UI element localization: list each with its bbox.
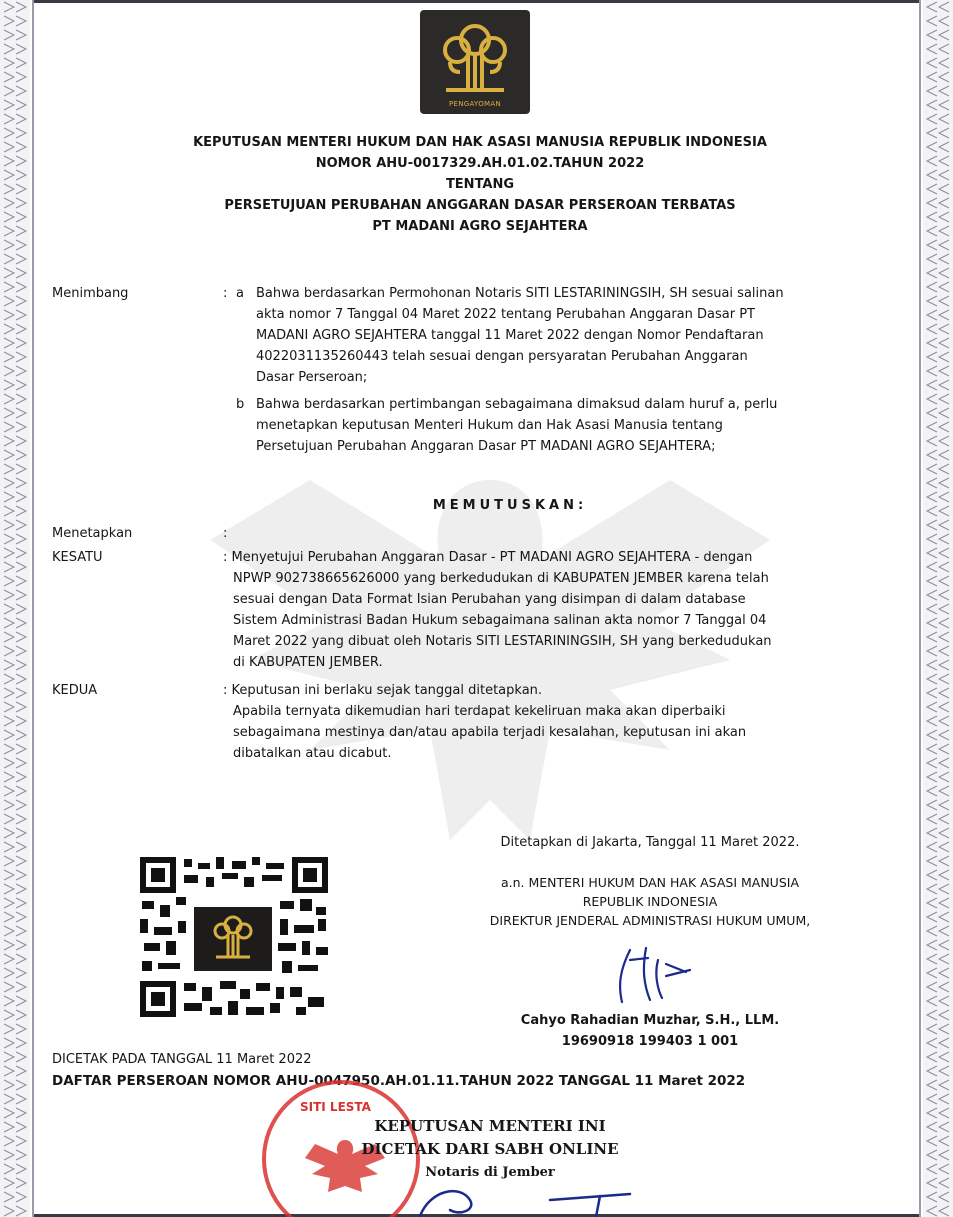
menimbang-b-line: Bahwa berdasarkan pertimbangan sebagaimana dimaksud dalam huruf a, perlu: [256, 397, 778, 412]
menimbang-b-line: Persetujuan Perubahan Anggaran Dasar PT MADANI AGRO SEJAHTERA;: [256, 439, 716, 454]
right-frame-line: [919, 0, 921, 1217]
kesatu-line: Maret 2022 yang dibuat oleh Notaris SITI LESTARININGSIH, SH yang berkedudukan: [233, 634, 772, 649]
menimbang-a-marker: a: [236, 286, 244, 301]
menimbang-a-line: 4022031135260443 telah sesuai dengan persyaratan Perubahan Anggaran: [256, 349, 748, 364]
kedua-line: : Keputusan ini berlaku sejak tanggal ditetapkan.: [223, 683, 543, 698]
on-behalf-line: REPUBLIK INDONESIA: [582, 894, 718, 909]
menimbang-a-line: Dasar Perseroan;: [256, 370, 368, 385]
printed-date: DICETAK PADA TANGGAL 11 Maret 2022: [52, 1052, 312, 1067]
menimbang-b-marker: b: [236, 397, 245, 412]
menetapkan-colon: :: [223, 526, 228, 541]
on-behalf-line: a.n. MENTERI HUKUM DAN HAK ASASI MANUSIA: [500, 875, 799, 890]
decree-title: KEPUTUSAN MENTERI HUKUM DAN HAK ASASI MANUSIA REPUBLIK INDONESIA: [193, 135, 767, 150]
memutuskan-heading: MEMUTUSKAN:: [432, 498, 588, 513]
kesatu-line: Sistem Administrasi Badan Hukum sebagaimana salinan akta nomor 7 Tanggal 04: [233, 613, 767, 628]
stamp-line: DICETAK DARI SABH ONLINE: [361, 1140, 619, 1158]
kesatu-line: sesuai dengan Data Format Isian Perubahan yang disimpan di dalam database: [233, 592, 746, 607]
company-name: PT MADANI AGRO SEJAHTERA: [372, 219, 588, 234]
emblem-label: PENGAYOMAN: [448, 100, 502, 108]
kesatu-line: di KABUPATEN JEMBER.: [233, 655, 383, 670]
decree-subject: PERSETUJUAN PERUBAHAN ANGGARAN DASAR PERSEROAN TERBATAS: [224, 198, 736, 213]
menimbang-label: Menimbang: [52, 286, 129, 301]
menimbang-b-text: [256, 394, 903, 457]
menimbang-a-line: Bahwa berdasarkan Permohonan Notaris SITI LESTARININGSIH, SH sesuai salinan: [256, 286, 784, 301]
official-name: Cahyo Rahadian Muzhar, S.H., LLM.: [520, 1013, 780, 1028]
menimbang-a-text: [256, 283, 903, 388]
registry-number: DAFTAR PERSEROAN NOMOR AHU-0047950.AH.01.11.TAHUN 2022 TANGGAL 11 Maret 2022: [52, 1073, 746, 1089]
qr-center-emblem: [194, 907, 272, 971]
top-frame-line: [34, 0, 919, 3]
menimbang-a-line: MADANI AGRO SEJAHTERA tanggal 11 Maret 2022 dengan Nomor Pendaftaran: [256, 328, 764, 343]
kedua-line: Apabila ternyata dikemudian hari terdapat kekeliruan maka akan diperbaiki: [233, 704, 726, 719]
menimbang-b-line: menetapkan keputusan Menteri Hukum dan Hak Asasi Manusia tentang: [256, 418, 723, 433]
right-ornamental-border: [923, 0, 953, 1217]
kedua-line: sebagaimana mestinya dan/atau apabila terjadi kesalahan, keputusan ini akan: [233, 725, 747, 740]
decree-about: TENTANG: [445, 177, 515, 192]
kedua-line: dibatalkan atau dicabut.: [233, 746, 392, 761]
official-nip: 19690918 199403 1 001: [561, 1034, 739, 1049]
menetapkan-label: Menetapkan: [52, 526, 133, 541]
notary-signature: [400, 1180, 680, 1217]
left-ornamental-border: [0, 0, 30, 1217]
kesatu-line: NPWP 902738665626000 yang berkedudukan di KABUPATEN JEMBER karena telah: [233, 571, 769, 586]
kedua-text: [223, 680, 903, 764]
kesatu-label: KESATU: [52, 550, 103, 565]
left-frame-line: [32, 0, 34, 1217]
stamp-line: KEPUTUSAN MENTERI INI: [374, 1117, 606, 1135]
kesatu-text: [223, 547, 903, 673]
menimbang-a-line: akta nomor 7 Tanggal 04 Maret 2022 tentang Perubahan Anggaran Dasar PT: [256, 307, 755, 322]
handwritten-signature: [600, 940, 710, 1010]
pengayoman-emblem: [420, 10, 530, 114]
pengayoman-mini-icon: [194, 907, 272, 971]
decree-number: NOMOR AHU-0017329.AH.01.02.TAHUN 2022: [315, 156, 645, 171]
kedua-label: KEDUA: [52, 683, 98, 698]
place-date: Ditetapkan di Jakarta, Tanggal 11 Maret 2022.: [500, 835, 800, 850]
notary-seal-text: SITI LESTA: [300, 1100, 371, 1114]
pengayoman-tree-icon: [420, 10, 530, 114]
menimbang-colon: :: [223, 286, 228, 301]
director-title: DIREKTUR JENDERAL ADMINISTRASI HUKUM UMUM,: [489, 913, 811, 928]
stamp-line: Notaris di Jember: [425, 1165, 555, 1180]
kesatu-line: : Menyetujui Perubahan Anggaran Dasar - PT MADANI AGRO SEJAHTERA - dengan: [223, 550, 753, 565]
